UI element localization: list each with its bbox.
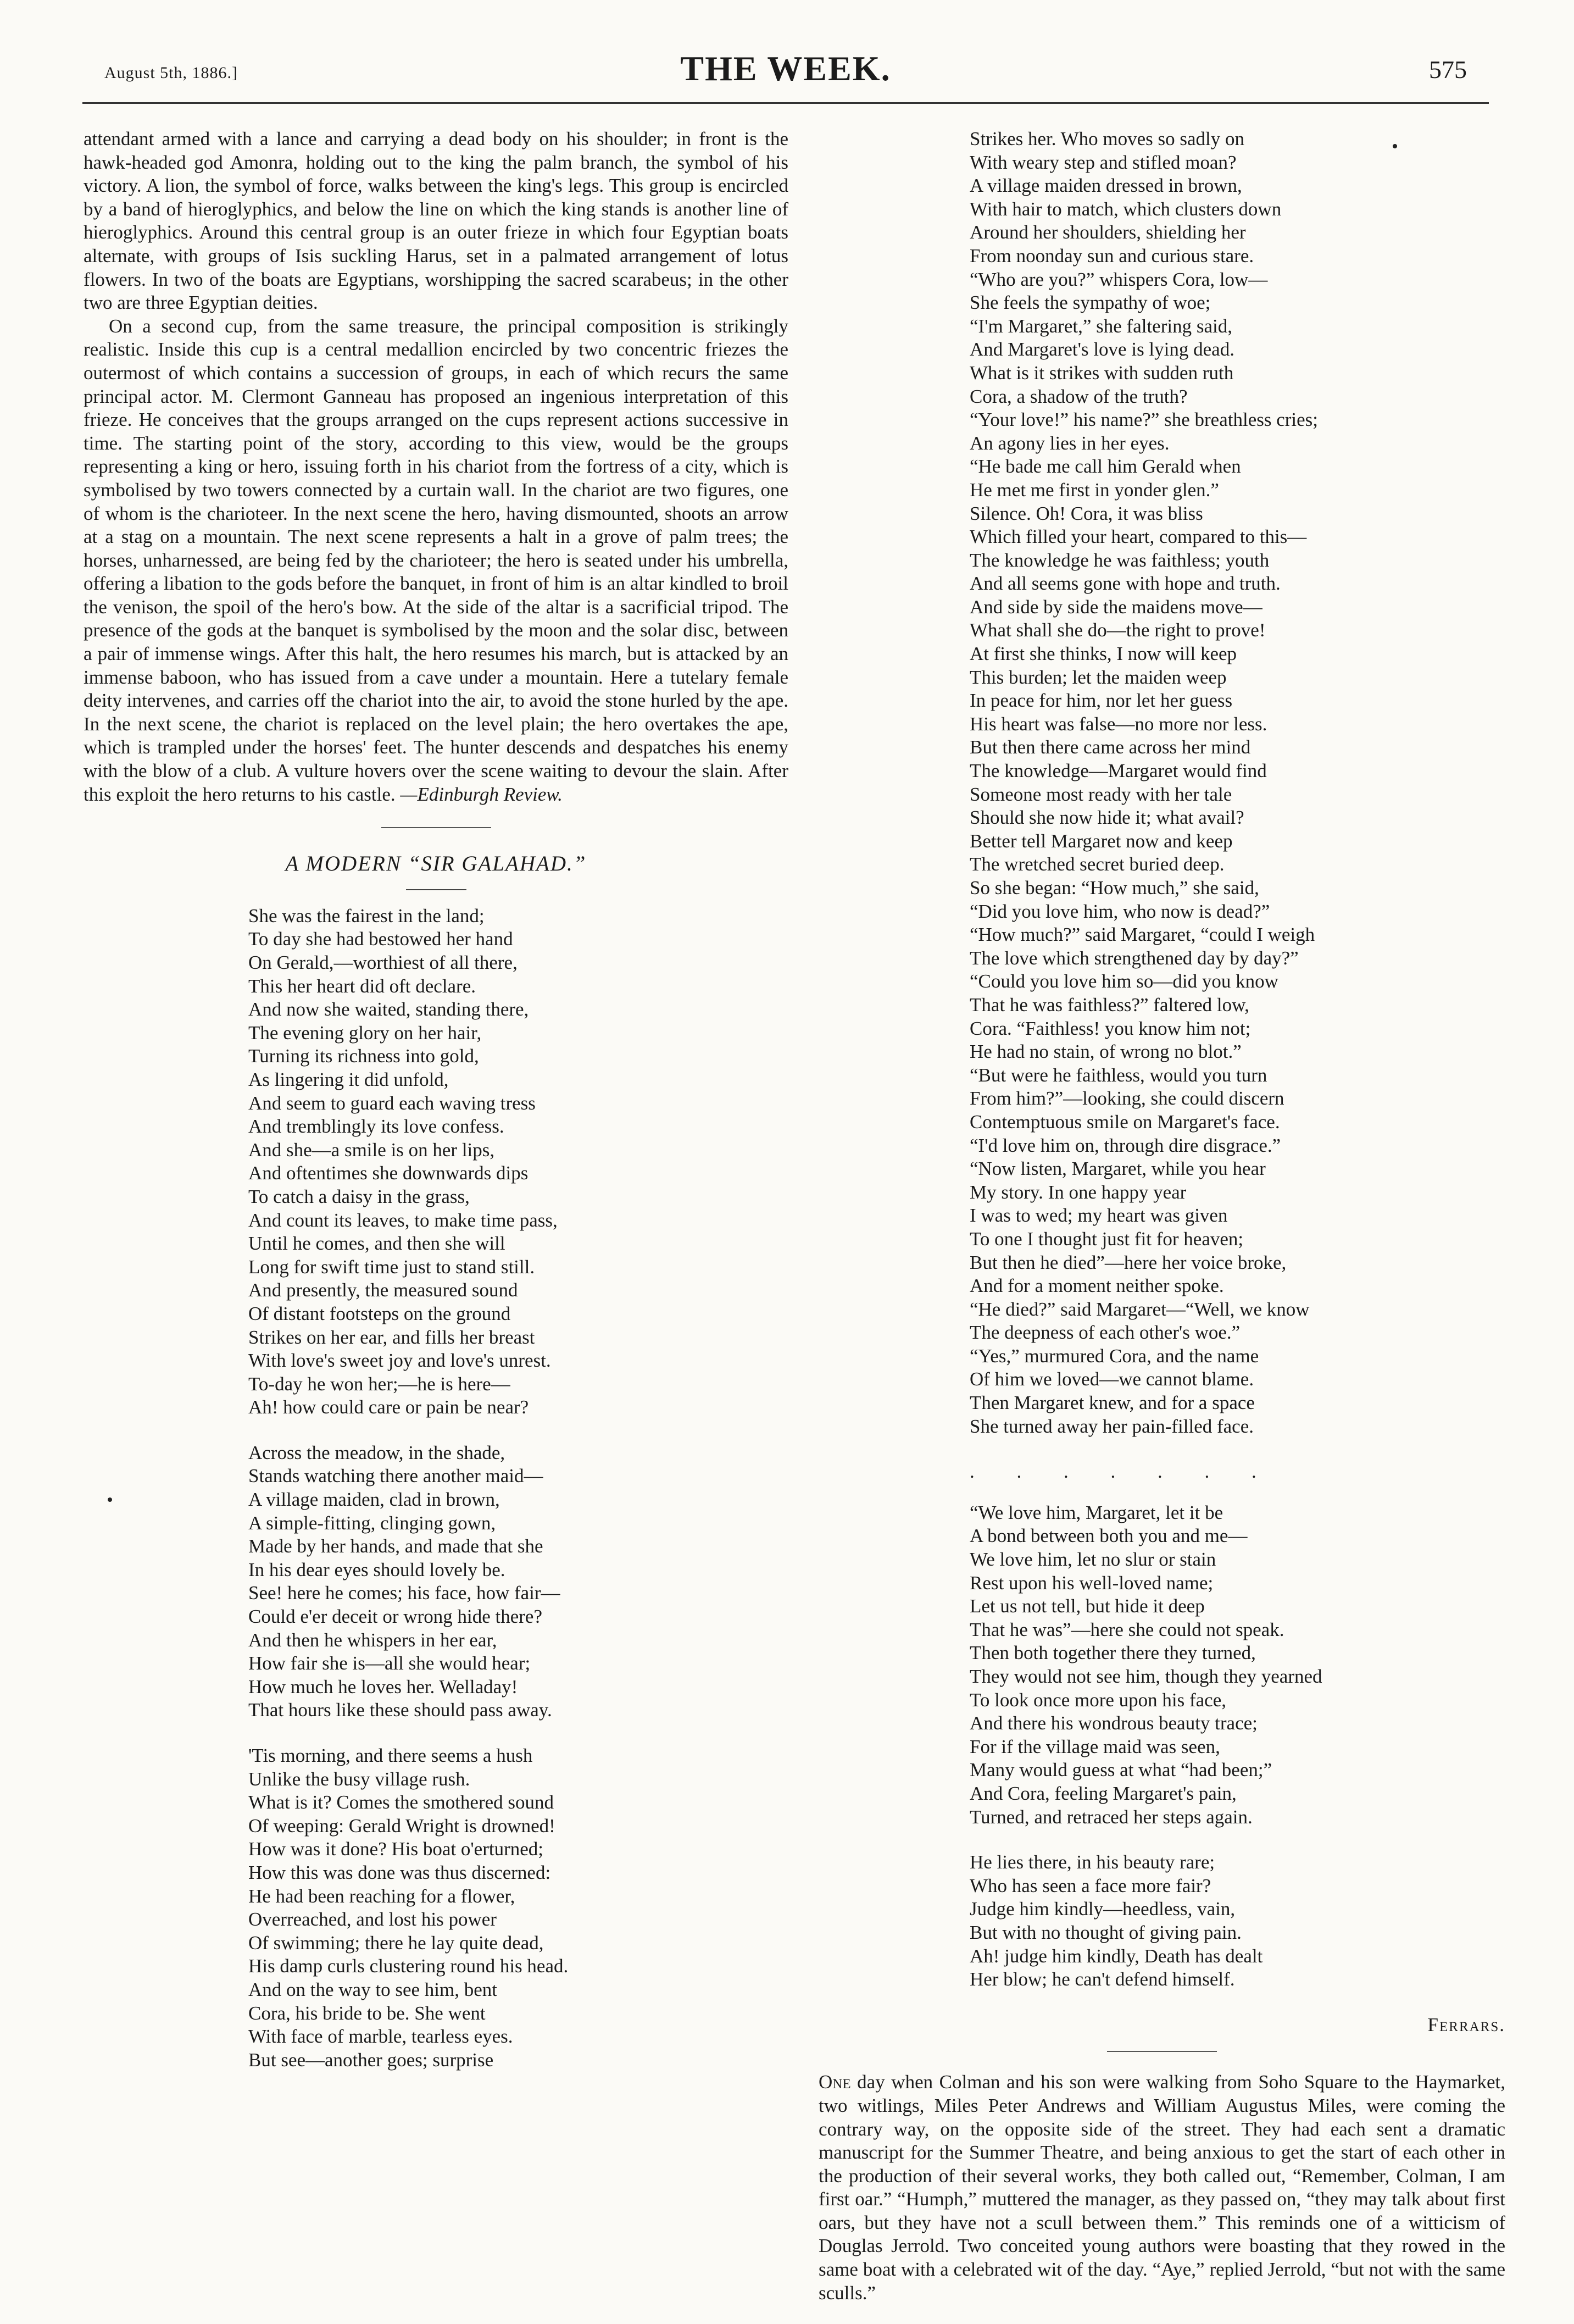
ink-dot [108,1497,112,1502]
poem-line: An agony lies in her eyes. [970,432,1170,454]
stanza [248,905,788,1419]
issue-date: August 5th, 1886.] [104,64,238,82]
poem-line: A village maiden, clad in brown, [248,1489,500,1511]
poem-line: What shall she do—the right to prove! [970,619,1266,641]
poem-line: And for a moment neither spoke. [970,1275,1224,1297]
poem-line: At first she thinks, I now will keep [970,643,1237,665]
poem-line: And then he whispers in her ear, [248,1629,497,1651]
poem-line: “Did you love him, who now is dead?” [970,900,1270,922]
poem-line: With love's sweet joy and love's unrest. [248,1350,551,1372]
page-header [82,43,1489,109]
poem-line: He lies there, in his beauty rare; [970,1851,1215,1873]
poem-line: Then Margaret knew, and for a space [970,1392,1255,1414]
poem-line: Silence. Oh! Cora, it was bliss [970,502,1203,524]
poem-line: And all seems gone with hope and truth. [970,573,1281,595]
poem-line: Of weeping: Gerald Wright is drowned! [248,1815,555,1837]
poem-line: And tremblingly its love confess. [248,1116,504,1138]
poem-line: But see—another goes; surprise [248,2049,494,2071]
poem-line: Rest upon his well-loved name; [970,1572,1214,1594]
poem-title: A MODERN “SIR GALAHAD.” [285,852,587,876]
poem-line: “Now listen, Margaret, while you hear [970,1158,1266,1180]
anecdote-text: day when Colman and his son were walking from Soho Square to the Haymarket, two witlings, Miles Peter Andrews and William Augustus Miles, were coming the contrary way, on the opposite side of the street. They had each sent a dramatic manuscript for the Summer Theatre, and being anxious to get the start of each other in the production of their several works, they both called out, “Remember, Colman, I am first oar.” “Humph,” muttered the manager, as they passed on, “they may talk about first oars, but they have not a scull between them.” This reminds one of a witticism of Douglas Jerrold. Two conceited young authors were boasting that they rowed in the same boat with a celebrated wit of the day. “Aye,” replied Jerrold, “but not with the same sculls.” [819,2071,1505,2304]
poem-line: But then there came across her mind [970,736,1251,758]
poem-line: This her heart did oft declare. [248,975,476,997]
poem-line: Which filled your heart, compared to this— [970,526,1307,548]
article-text [84,127,788,806]
poem-line: A simple-fitting, clinging gown, [248,1512,496,1534]
poem-line: How this was done was thus discerned: [248,1861,551,1883]
poem-line: He had been reaching for a flower, [248,1885,515,1907]
poem-line: “Could you love him so—did you know [970,970,1278,992]
poem-line: That he was faithless?” faltered low, [970,994,1249,1016]
poem-line: How fair she is—all she would hear; [248,1652,531,1674]
poem-line: Judge him kindly—heedless, vain, [970,1898,1236,1920]
poem-line: And side by side the maidens move— [970,596,1262,618]
poem-line: 'Tis morning, and there seems a hush [248,1745,533,1766]
poem-line: Of him we loved—we cannot blame. [970,1368,1254,1390]
poem-line: Turning its richness into gold, [248,1045,479,1067]
poem-line: The evening glory on her hair, [248,1022,482,1044]
header-rule [82,102,1489,104]
poem-line: Strikes her. Who moves so sadly on [970,128,1245,149]
poem-line: Should she now hide it; what avail? [970,807,1244,829]
poem-line: Better tell Margaret now and keep [970,830,1233,852]
poem-line: That hours like these should pass away. [248,1699,552,1721]
poem-line: She was the fairest in the land; [248,905,485,927]
anecdote-lead: One [819,2071,851,2093]
poem-line: Contemptuous smile on Margaret's face. [970,1111,1280,1133]
poem-line: With face of marble, tearless eyes. [248,2026,513,2048]
poem-line: Let us not tell, but hide it deep [970,1595,1205,1617]
ink-dot [1393,144,1397,148]
poem-line: “Who are you?” whispers Cora, low— [970,268,1268,290]
poem-line: And oftentimes she downwards dips [248,1162,529,1184]
poem-line: A bond between both you and me— [970,1525,1248,1547]
poem-line: “But were he faithless, would you turn [970,1064,1267,1086]
poem-line: “We love him, Margaret, let it be [970,1501,1223,1523]
poem-line: That he was”—here she could not speak. [970,1618,1284,1640]
poem-line: See! here he comes; his face, how fair— [248,1582,560,1604]
poem-line: So she began: “How much,” she said, [970,877,1259,898]
poem-line: The knowledge he was faithless; youth [970,549,1270,571]
poem-line: I was to wed; my heart was given [970,1205,1228,1227]
poem-line: My story. In one happy year [970,1181,1187,1203]
poem-line: Of distant footsteps on the ground [248,1302,511,1324]
poem-line: They would not see him, though they yearned [970,1666,1322,1687]
poem-line: And presently, the measured sound [248,1279,518,1301]
ellipsis-row: . . . . . . . [970,1461,1275,1483]
poem-line: To look once more upon his face, [970,1689,1226,1711]
poem-line: To catch a daisy in the grass, [248,1185,470,1207]
poem-line: The love which strengthened day by day?” [970,947,1299,969]
left-column [84,127,788,2094]
poem-line: In his dear eyes should lovely be. [248,1558,505,1580]
poem-line: What is it? Comes the smothered sound [248,1791,554,1813]
poem-line: She turned away her pain-filled face. [970,1415,1254,1437]
stanza [970,1851,1505,1992]
poem-line: “I'm Margaret,” she faltering said, [970,315,1232,337]
poem-line: Made by her hands, and made that she [248,1535,543,1557]
poem-line: Many would guess at what “had been;” [970,1759,1272,1781]
poem-line: In peace for him, nor let her guess [970,690,1233,712]
poem-line: For if the village maid was seen, [970,1735,1220,1757]
poem-line: Could e'er deceit or wrong hide there? [248,1606,542,1628]
anecdote-paragraph [819,2071,1505,2305]
stanza [970,127,1505,1438]
poem-line: Unlike the busy village rush. [248,1768,470,1790]
poem-line: Cora. “Faithless! you know him not; [970,1017,1251,1039]
stanza [248,1441,788,1722]
poem-line: Who has seen a face more fair? [970,1874,1211,1896]
section-divider [381,827,491,828]
poem-line: Then both together there they turned, [970,1642,1256,1664]
poem-line: Someone most ready with her tale [970,783,1232,805]
poem-line: She feels the sympathy of woe; [970,292,1211,314]
poem-line: He met me first in yonder glen.” [970,479,1219,501]
poem-line: Cora, his bride to be. She went [248,2002,486,2024]
poem-line: To one I thought just fit for heaven; [970,1228,1244,1250]
poem-line: Ah! how could care or pain be near? [248,1396,529,1418]
poem-line: Stands watching there another maid— [248,1465,543,1487]
poem-line: And now she waited, standing there, [248,999,529,1020]
poem-line: Ah! judge him kindly, Death has dealt [970,1945,1263,1967]
poem-line: “How much?” said Margaret, “could I weigh [970,924,1315,946]
article-paragraph: On a second cup, from the same treasure, the principal composition is strikingly realistic. Inside this cup is a central medallion encircled by two concentric friezes the outermost of which contains a succession of groups, in each of which recurs the same principal actor. M. Clermont Ganneau has proposed an ingenious interpretation of this frieze. He conceives that the groups arranged on the cups represent actions successive in time. The starting point of the story, according to this view, would be the groups representing a king or hero, issuing forth in his chariot from the fortress of a city, which is symbolised by two towers connected by a curtain wall. In the chariot are two figures, one of whom is the charioteer. In the next scene the hero, having dismounted, shoots an arrow at a stag on a mountain. The next scene represents a halt in a grove of palm trees; the horses, unharnessed, are being fed by the charioteer; the hero is seated under his umbrella, offering a libation to the gods before the banquet, in front of him is an altar kindled to broil the venison, the spoil of the hero's bow. At the side of the altar is a sacrificial tripod. The presence of the gods at the banquet is symbolised by the moon and the solar disc, between a pair of immense wings. After this halt, the hero resumes his march, but is attacked by an immense baboon, who has issued from a cave under a mountain. Here a tutelary female deity intervenes, and carries off the chariot into the air, to avoid the stone hurled by the ape. In the next scene, the chariot is replaced on the level plain; the hero overtakes the ape, which is trampled under the horses' feet. The hunter descends and despatches his enemy with the blow of a club. A vulture hovers over the scene waiting to devour the slain. After this exploit the hero returns to his castle. —Edinburgh Review. [84,315,788,805]
title-rule [406,889,466,890]
poem-line: He had no stain, of wrong no blot.” [970,1041,1242,1063]
poem-line: From noonday sun and curious stare. [970,245,1254,267]
poem-line: Overreached, and lost his power [248,1909,497,1931]
poem-line: We love him, let no slur or stain [970,1549,1216,1571]
poem-line: The wretched secret buried deep. [970,853,1225,875]
poem-line: “He bade me call him Gerald when [970,456,1241,478]
poem-right-part [819,127,1505,1438]
poem-line: With hair to match, which clusters down [970,198,1282,220]
poem-line: Across the meadow, in the shade, [248,1441,505,1463]
poem-line: But then he died”—here her voice broke, [970,1251,1287,1273]
poem-line: The knowledge—Margaret would find [970,760,1267,782]
poem-line: And Cora, feeling Margaret's pain, [970,1782,1237,1804]
poem-left-part [84,905,788,2072]
poem-line: “He died?” said Margaret—“Well, we know [970,1298,1310,1320]
poem-line: Until he comes, and then she will [248,1233,505,1255]
poem-line: Strikes on her ear, and fills her breast [248,1326,535,1348]
poem-line: From him?”—looking, she could discern [970,1088,1284,1110]
stanza [248,1744,788,2072]
article-source: —Edinburgh Review. [400,783,563,805]
poem-line: And there his wondrous beauty trace; [970,1712,1258,1734]
poem-line: How was it done? His boat o'erturned; [248,1838,544,1860]
poem-line: Cora, a shadow of the truth? [970,385,1188,407]
poem-line: And seem to guard each waving tress [248,1092,536,1114]
poem-line: Turned, and retraced her steps again. [970,1806,1253,1828]
poem-line: Around her shoulders, shielding her [970,221,1246,243]
poem-line: How much he loves her. Welladay! [248,1676,518,1698]
right-column [819,127,1505,2324]
poem-line: And on the way to see him, bent [248,1978,497,2000]
poem-line: With weary step and stifled moan? [970,151,1237,173]
poem-line: As lingering it did unfold, [248,1068,449,1090]
poem-line: To day she had bestowed her hand [248,928,513,950]
stanza [970,1501,1505,1829]
poem-line: “Yes,” murmured Cora, and the name [970,1345,1259,1367]
poem-right-continuation [819,1501,1505,1992]
poem-line: Long for swift time just to stand still. [248,1256,535,1278]
poem-line: “Your love!” his name?” she breathless cries; [970,409,1319,431]
poem-line: “I'd love him on, through dire disgrace.” [970,1134,1281,1156]
page-number: 575 [1429,56,1467,84]
poem-line: This burden; let the maiden weep [970,666,1227,688]
poem-line: And she—a smile is on her lips, [248,1139,495,1161]
poem-line: The deepness of each other's woe.” [970,1322,1241,1344]
poem-line: On Gerald,—worthiest of all there, [248,952,518,973]
poem-line: His damp curls clustering round his head. [248,1955,569,1977]
poem-signature: Ferrars. [1427,2014,1505,2035]
poem-line: But with no thought of giving pain. [970,1921,1242,1943]
poem-line: Of swimming; there he lay quite dead, [248,1932,544,1954]
poem-line: To-day he won her;—he is here— [248,1373,510,1395]
masthead-title: THE WEEK. [680,49,891,88]
poem-line: And count its leaves, to make time pass, [248,1209,558,1231]
poem-line: His heart was false—no more nor less. [970,713,1267,735]
poem-line: What is it strikes with sudden ruth [970,362,1234,384]
poem-line: Her blow; he can't defend himself. [970,1968,1235,1990]
article-paragraph: attendant armed with a lance and carrying a dead body on his shoulder; in front is the hawk-headed god Amonra, holding out to the king the palm branch, the symbol of his victory. A lion, the symbol of force, walks between the king's legs. This group is encircled by a band of hieroglyphics, and below the line on which the king stands is another line of hieroglyphics. Around this central group is an outer frieze in which four Egyptian boats alternate, with groups of Isis suckling Harus, set in a palmated arrangement of lotus flowers. In two of the boats are Egyptians, worshipping the sacred scarabeus; in the other two are three Egyptian deities. [84,128,788,314]
poem-line: And Margaret's love is lying dead. [970,339,1234,360]
section-divider [1107,2051,1217,2052]
poem-line: A village maiden dressed in brown, [970,175,1242,197]
